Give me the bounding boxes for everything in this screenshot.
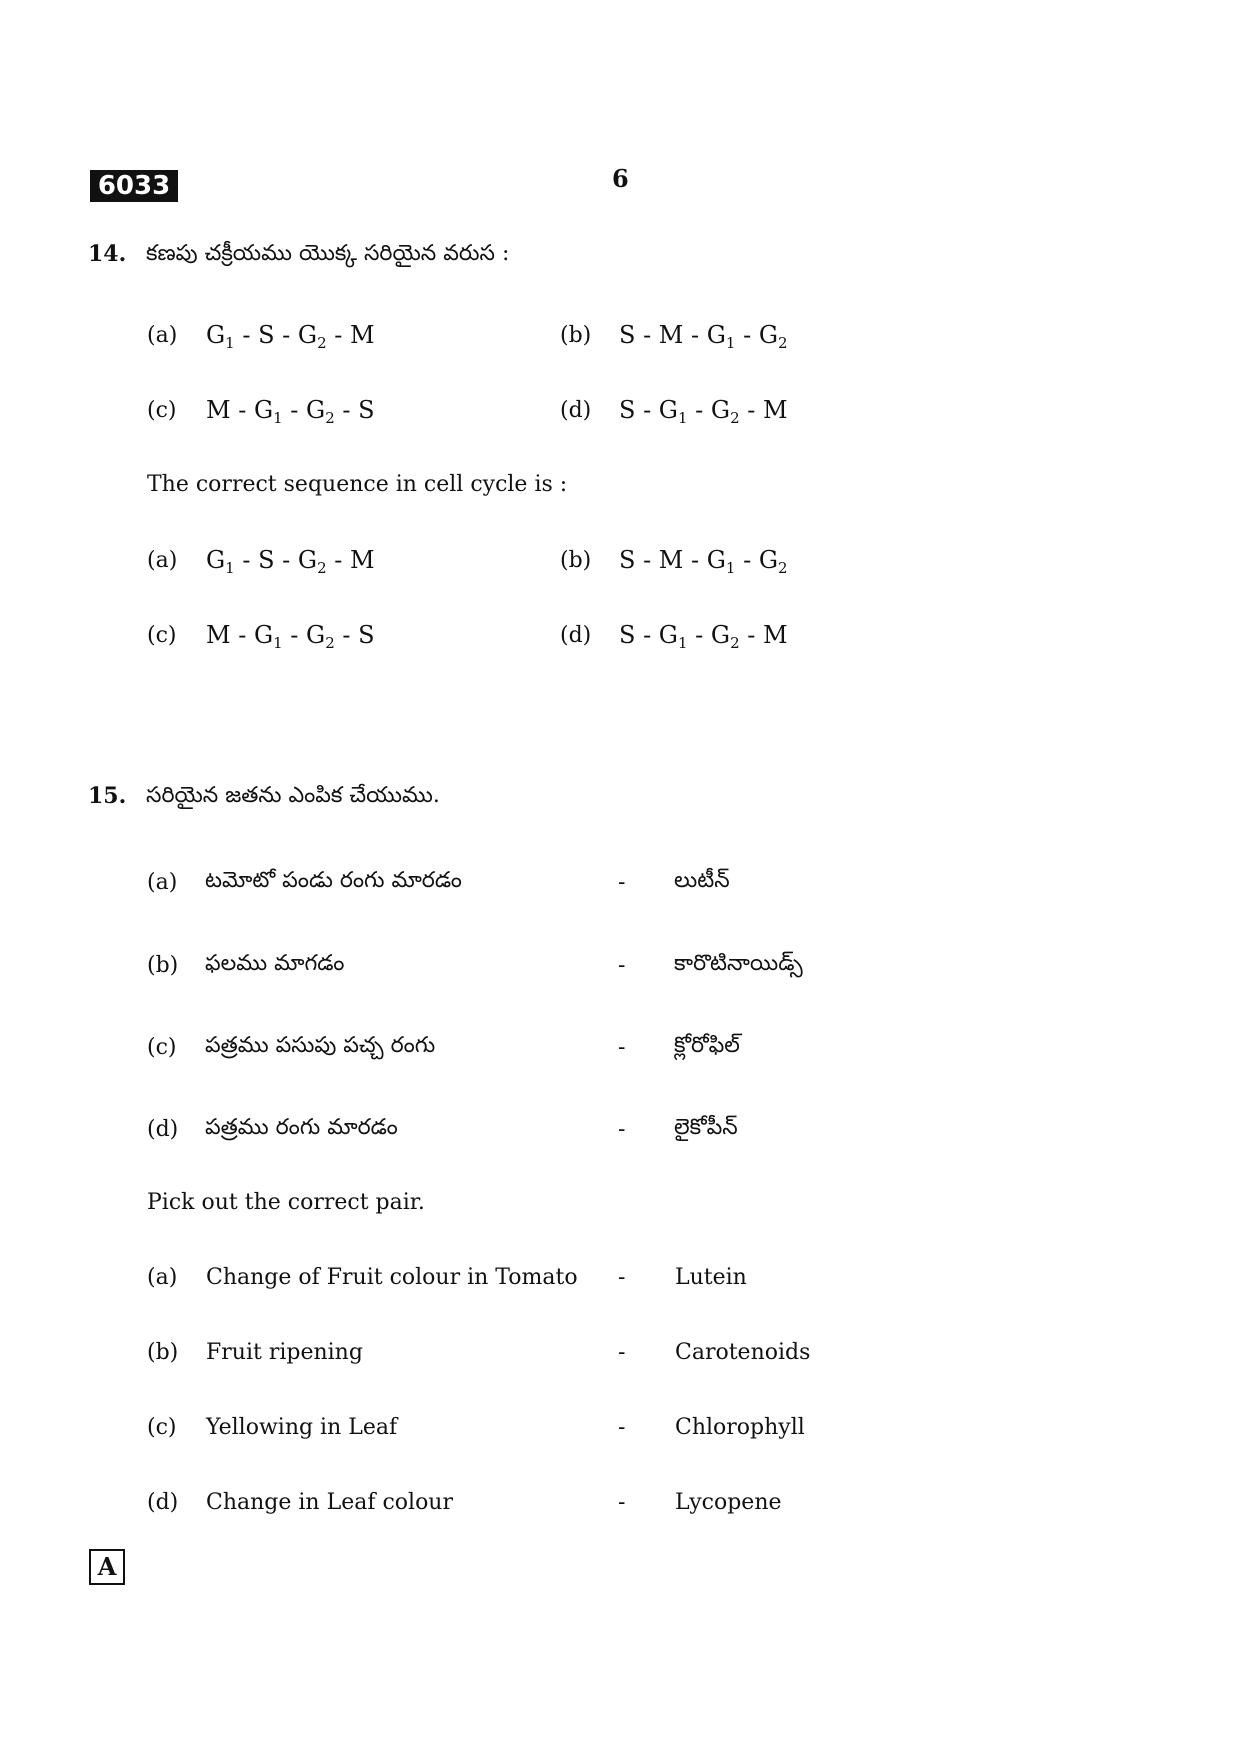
q14-te-option-c-label: (c)	[147, 398, 177, 423]
q15-en-pair-c-dash: -	[618, 1415, 626, 1440]
q15-en-pair-c-left: Yellowing in Leaf	[206, 1415, 398, 1440]
q14-en-option-c: M - $G_1 - G_2$ - S	[206, 621, 375, 652]
question-15-number: 15.	[88, 783, 127, 809]
q15-te-pair-b-right: కారొటినాయిడ్స్	[674, 951, 803, 976]
q15-en-pair-a-label: (a)	[147, 1265, 178, 1290]
page-number: 6	[612, 164, 629, 193]
q14-te-option-b-label: (b)	[560, 323, 592, 348]
q14-te-option-b: S - M - $G_1 - G_2$	[619, 321, 788, 352]
question-15-english-text: Pick out the correct pair.	[147, 1190, 425, 1215]
q14-en-option-b-label: (b)	[560, 548, 592, 573]
question-15-telugu-text: సరియైన జతను ఎంపిక చేయుము.	[146, 783, 440, 808]
q15-te-pair-c-dash: -	[618, 1035, 626, 1060]
q15-en-pair-c-label: (c)	[147, 1415, 177, 1440]
q14-te-option-a-label: (a)	[147, 323, 178, 348]
question-14-english-text: The correct sequence in cell cycle is :	[147, 472, 568, 497]
paper-code-badge: 6033	[90, 170, 178, 202]
q15-en-pair-a-dash: -	[618, 1265, 626, 1290]
q15-en-pair-b-dash: -	[618, 1340, 626, 1365]
q15-te-pair-c-left: పత్రము పసుపు పచ్చ రంగు	[205, 1033, 436, 1058]
q15-en-pair-d-dash: -	[618, 1490, 626, 1515]
q15-te-pair-a-dash: -	[618, 870, 626, 895]
q15-en-pair-b-label: (b)	[147, 1340, 179, 1365]
q14-en-option-d-label: (d)	[560, 623, 592, 648]
question-14-telugu-text: కణపు చక్రీయము యొక్క సరియైన వరుస :	[146, 241, 510, 266]
q15-en-pair-d-right: Lycopene	[675, 1490, 782, 1515]
q14-en-option-d: S - $G_1 - G_2$ - M	[619, 621, 788, 652]
q15-te-pair-d-dash: -	[618, 1117, 626, 1142]
q15-en-pair-b-right: Carotenoids	[675, 1340, 811, 1365]
question-14-number: 14.	[88, 241, 127, 267]
q14-en-option-c-label: (c)	[147, 623, 177, 648]
q14-en-option-a-label: (a)	[147, 548, 178, 573]
q15-te-pair-c-right: క్లోరోఫిల్	[674, 1033, 740, 1058]
q14-en-option-a: $G_1$ - S - $G_2$ - M	[206, 546, 375, 577]
q15-te-pair-b-label: (b)	[147, 953, 179, 978]
q14-te-option-a: $G_1$ - S - $G_2$ - M	[206, 321, 375, 352]
q15-en-pair-c-right: Chlorophyll	[675, 1415, 805, 1440]
q14-te-option-d-label: (d)	[560, 398, 592, 423]
q14-en-option-b: S - M - $G_1 - G_2$	[619, 546, 788, 577]
q15-te-pair-b-left: ఫలము మాగడం	[205, 951, 345, 976]
q15-te-pair-a-right: లుటీన్	[674, 868, 730, 893]
q15-te-pair-d-left: పత్రము రంగు మారడం	[205, 1115, 398, 1140]
q15-en-pair-a-left: Change of Fruit colour in Tomato	[206, 1265, 578, 1290]
q15-te-pair-d-label: (d)	[147, 1117, 179, 1142]
q15-en-pair-b-left: Fruit ripening	[206, 1340, 363, 1365]
q15-te-pair-c-label: (c)	[147, 1035, 177, 1060]
q15-te-pair-b-dash: -	[618, 953, 626, 978]
q14-te-option-c: M - $G_1 - G_2$ - S	[206, 396, 375, 427]
q15-en-pair-d-left: Change in Leaf colour	[206, 1490, 453, 1515]
q15-te-pair-d-right: లైకోపీన్	[674, 1115, 738, 1140]
q15-te-pair-a-label: (a)	[147, 870, 178, 895]
q15-en-pair-a-right: Lutein	[675, 1265, 747, 1290]
q15-te-pair-a-left: టమోటో పండు రంగు మారడం	[205, 868, 462, 893]
q14-te-option-d: S - $G_1 - G_2$ - M	[619, 396, 788, 427]
q15-en-pair-d-label: (d)	[147, 1490, 179, 1515]
question-set-badge: A	[89, 1549, 125, 1585]
